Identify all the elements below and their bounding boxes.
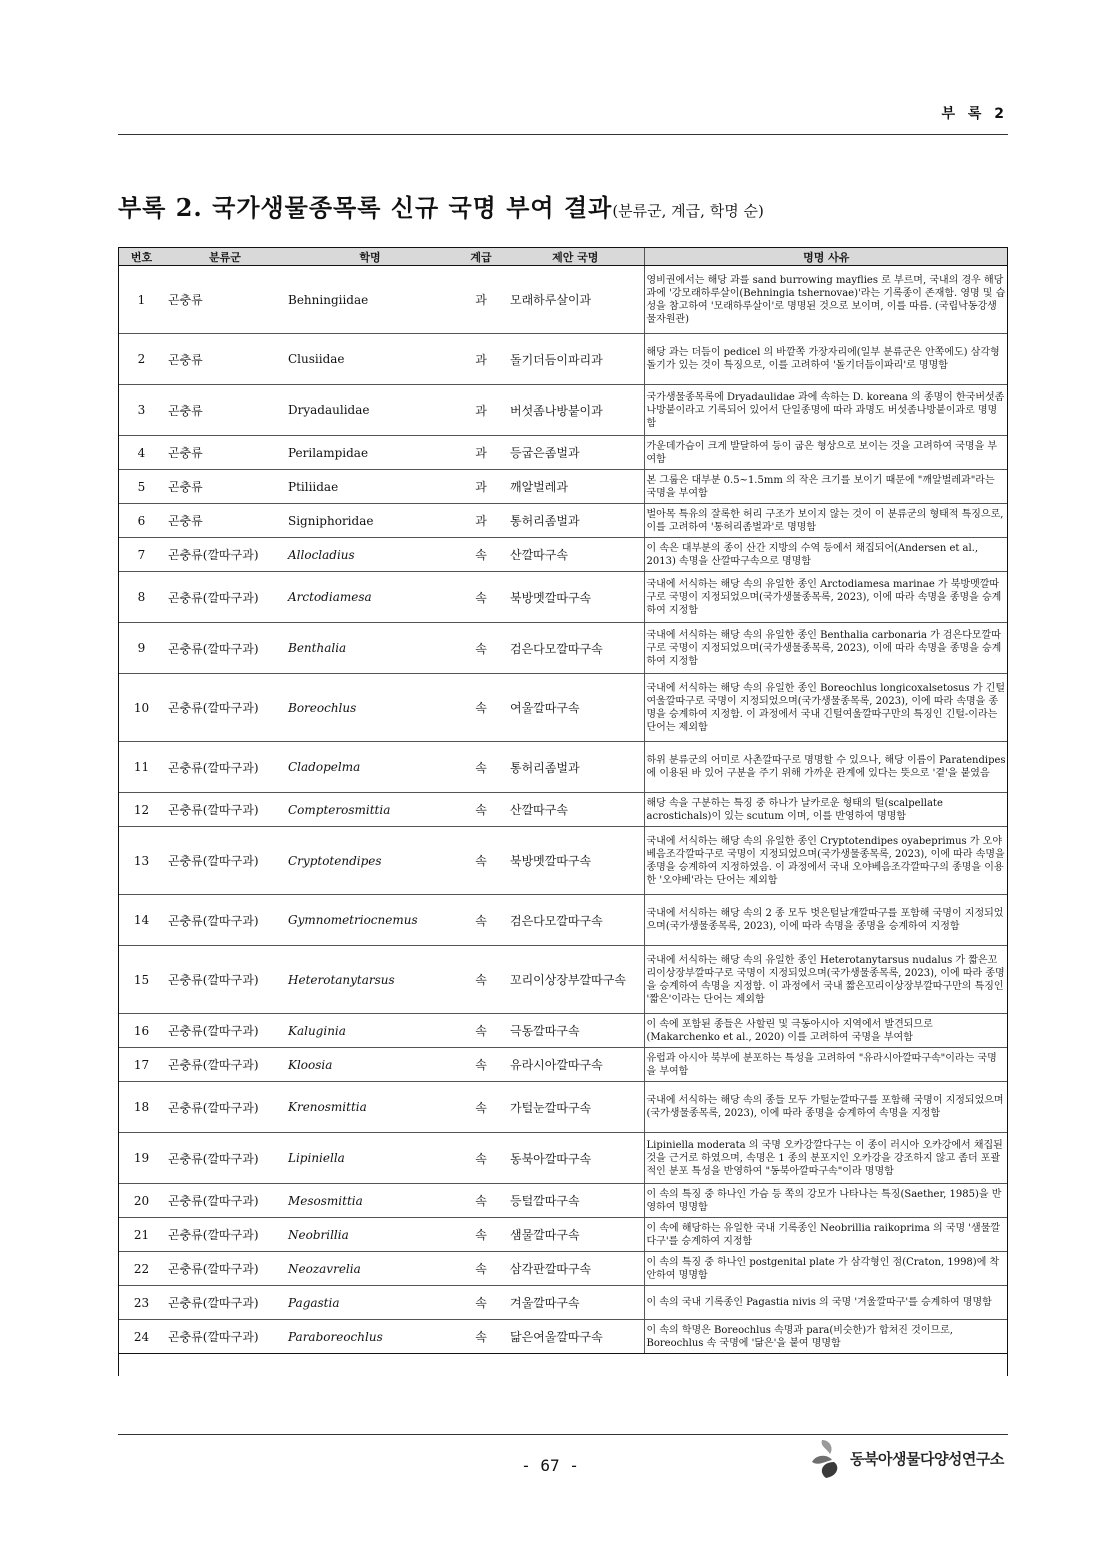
row-proposed-name: 산깔따구속 (507, 538, 644, 572)
row-reason: 해당 과는 더듬이 pedicel 의 바깥쪽 가장자리에(일부 분류군은 안쪽에도) 삼각형 돌기가 있는 것이 특징으로, 이를 고려하여 '돌기더듬이파리'로 명명함 (644, 334, 1008, 385)
header-taxon: 분류군 (165, 248, 285, 266)
table-right-border (1007, 247, 1008, 1376)
row-rank: 과 (455, 470, 507, 504)
table-row (118, 1218, 1008, 1252)
row-reason: 국내에 서식하는 해당 속의 유일한 종인 Cryptotendipes oyabeprimus 가 오야베음조각깔따구로 국명이 지정되었으며(국가생물종목록, 2023), 이에 따라 속명을 종명을 승계하여 지정하였음. 이 과정에서 국내 오야베음조각깔따구의 종명을 이용한 '오야베'라는 단어는 제외함 (644, 827, 1008, 895)
row-proposed-name: 삼각판깔따구속 (507, 1252, 644, 1286)
header-number: 번호 (118, 248, 165, 266)
leaf-logo-icon (808, 1436, 848, 1480)
row-taxon: 곤충류(깔따구과) (165, 1048, 285, 1082)
row-scientific-name: Heterotanytarsus (285, 946, 455, 1014)
row-taxon: 곤충류 (165, 436, 285, 470)
row-number: 6 (118, 504, 165, 538)
row-scientific-name: Arctodiamesa (285, 572, 455, 623)
row-taxon: 곤충류(깔따구과) (165, 1252, 285, 1286)
row-taxon: 곤충류(깔따구과) (165, 1218, 285, 1252)
appendix-label: 부 록 2 (941, 106, 1008, 122)
row-proposed-name: 닮은여울깔따구속 (507, 1320, 644, 1354)
table-row (118, 1286, 1008, 1320)
row-proposed-name: 겨울깔따구속 (507, 1286, 644, 1320)
row-number: 15 (118, 946, 165, 1014)
header-rank: 계급 (455, 248, 507, 266)
table-row (118, 470, 1008, 504)
row-reason: 이 속은 대부분의 종이 산간 지방의 수역 등에서 채집되어(Andersen et al., 2013) 속명을 산깔따구속으로 명명함 (644, 538, 1008, 572)
row-rank: 속 (455, 1014, 507, 1048)
row-proposed-name: 등굽은좀벌과 (507, 436, 644, 470)
row-taxon: 곤충류(깔따구과) (165, 742, 285, 793)
row-rank: 과 (455, 266, 507, 334)
row-number: 7 (118, 538, 165, 572)
row-reason: 국내에 서식하는 해당 속의 유일한 종인 Benthalia carbonaria 가 검은다모깔따구로 국명이 지정되었으며(국가생물종목록, 2023), 이에 따라 속명을 종명을 승계하여 지정함 (644, 623, 1008, 674)
table-row (118, 793, 1008, 827)
row-scientific-name: Neobrillia (285, 1218, 455, 1252)
document-title (118, 188, 764, 223)
row-reason: 가운데가슴이 크게 발달하여 등이 굽은 형상으로 보이는 것을 고려하여 국명을 부여함 (644, 436, 1008, 470)
row-rank: 속 (455, 572, 507, 623)
org-name: 동북아생물다양성연구소 (850, 1450, 1004, 1468)
row-proposed-name: 샘물깔따구속 (507, 1218, 644, 1252)
row-taxon: 곤충류(깔따구과) (165, 895, 285, 946)
table-row (118, 827, 1008, 895)
row-reason: Lipiniella moderata 의 국명 오카강깔다구는 이 종이 러시아 오카강에서 채집된 것을 근거로 하였으며, 속명은 1 종의 분포지인 오카강을 강조하지 않고 좀더 포괄적인 분포 특성을 반영하여 "동북아깔따구속"이라 명명함 (644, 1133, 1008, 1184)
top-divider (118, 134, 1008, 135)
row-scientific-name: Behningiidae (285, 266, 455, 334)
row-scientific-name: Kaluginia (285, 1014, 455, 1048)
row-proposed-name: 등털깔따구속 (507, 1184, 644, 1218)
row-proposed-name: 깨알벌레과 (507, 470, 644, 504)
row-scientific-name: Krenosmittia (285, 1082, 455, 1133)
row-reason: 국내에 서식하는 해당 속의 유일한 종인 Arctodiamesa marinae 가 북방멧깔따구로 국명이 지정되었으며(국가생물종목록, 2023), 이에 따라 속명을 종명을 승계하여 지정함 (644, 572, 1008, 623)
table-row (118, 334, 1008, 385)
new-names-table (118, 247, 1008, 1354)
row-rank: 속 (455, 1048, 507, 1082)
row-number: 17 (118, 1048, 165, 1082)
row-reason: 국가생물종목록에 Dryadaulidae 과에 속하는 D. koreana 의 종명이 한국버섯좀나방붙이라고 기록되어 있어서 단일종명에 따라 과명도 버섯좀나방붙이과로 명명함 (644, 385, 1008, 436)
row-rank: 속 (455, 674, 507, 742)
table-row (118, 1048, 1008, 1082)
table-row (118, 1082, 1008, 1133)
row-taxon: 곤충류(깔따구과) (165, 1082, 285, 1133)
row-scientific-name: Lipiniella (285, 1133, 455, 1184)
row-reason: 유럽과 아시아 북부에 분포하는 특성을 고려하여 "유라시아깔따구속"이라는 국명을 부여함 (644, 1048, 1008, 1082)
row-rank: 속 (455, 946, 507, 1014)
row-number: 24 (118, 1320, 165, 1354)
row-taxon: 곤충류(깔따구과) (165, 827, 285, 895)
row-rank: 속 (455, 1133, 507, 1184)
row-taxon: 곤충류(깔따구과) (165, 538, 285, 572)
row-number: 23 (118, 1286, 165, 1320)
row-scientific-name: Clusiidae (285, 334, 455, 385)
row-taxon: 곤충류(깔따구과) (165, 1133, 285, 1184)
row-rank: 속 (455, 1320, 507, 1354)
row-proposed-name: 북방멧깔따구속 (507, 572, 644, 623)
row-proposed-name: 산깔따구속 (507, 793, 644, 827)
row-reason: 이 속에 포함된 종들은 사할린 및 극동아시아 지역에서 발견되므로(Makarchenko et al., 2020) 이를 고려하여 국명을 부여함 (644, 1014, 1008, 1048)
row-scientific-name: Cladopelma (285, 742, 455, 793)
row-proposed-name: 모래하루살이과 (507, 266, 644, 334)
row-scientific-name: Benthalia (285, 623, 455, 674)
row-taxon: 곤충류(깔따구과) (165, 623, 285, 674)
row-taxon: 곤충류(깔따구과) (165, 1014, 285, 1048)
row-reason: 하위 분류군의 어미로 사촌깔따구로 명명할 수 있으나, 해당 이름이 Paratendipes 에 이용된 바 있어 구분을 주기 위해 가까운 관계에 있다는 뜻으로 '곁'을 붙였음 (644, 742, 1008, 793)
row-rank: 속 (455, 895, 507, 946)
row-number: 13 (118, 827, 165, 895)
row-proposed-name: 유라시아깔따구속 (507, 1048, 644, 1082)
row-rank: 과 (455, 385, 507, 436)
row-number: 4 (118, 436, 165, 470)
title-main: 부록 2. 국가생물종목록 신규 국명 부여 결과 (118, 193, 613, 222)
row-scientific-name: Dryadaulidae (285, 385, 455, 436)
row-taxon: 곤충류(깔따구과) (165, 1320, 285, 1354)
table-row (118, 946, 1008, 1014)
row-scientific-name: Allocladius (285, 538, 455, 572)
row-number: 20 (118, 1184, 165, 1218)
table-left-border (118, 247, 119, 1376)
row-number: 19 (118, 1133, 165, 1184)
row-reason: 이 속의 특징 중 하나인 postgenital plate 가 삼각형인 점(Craton, 1998)에 착안하여 명명함 (644, 1252, 1008, 1286)
row-taxon: 곤충류(깔따구과) (165, 1184, 285, 1218)
row-scientific-name: Neozavrelia (285, 1252, 455, 1286)
row-rank: 속 (455, 1184, 507, 1218)
row-taxon: 곤충류(깔따구과) (165, 674, 285, 742)
row-proposed-name: 통허리좀벌과 (507, 742, 644, 793)
row-proposed-name: 검은다모깔따구속 (507, 623, 644, 674)
row-rank: 속 (455, 1218, 507, 1252)
row-proposed-name: 극동깔따구속 (507, 1014, 644, 1048)
row-scientific-name: Pagastia (285, 1286, 455, 1320)
table-row (118, 895, 1008, 946)
row-scientific-name: Kloosia (285, 1048, 455, 1082)
header-proposed-name: 제안 국명 (507, 248, 644, 266)
table-row (118, 1014, 1008, 1048)
table-row (118, 436, 1008, 470)
row-taxon: 곤충류 (165, 334, 285, 385)
row-number: 18 (118, 1082, 165, 1133)
row-number: 1 (118, 266, 165, 334)
row-rank: 속 (455, 1082, 507, 1133)
table-row (118, 385, 1008, 436)
row-taxon: 곤충류 (165, 470, 285, 504)
row-proposed-name: 검은다모깔따구속 (507, 895, 644, 946)
row-number: 9 (118, 623, 165, 674)
row-scientific-name: Compterosmittia (285, 793, 455, 827)
row-reason: 국내에 서식하는 해당 속의 유일한 종인 Heterotanytarsus nudalus 가 짧은꼬리이상장부깔따구로 국명이 지정되었으며(국가생물종목록, 2023), 이에 따라 종명을 승계하여 속명을 지정함. 이 과정에서 국내 짧은꼬리이상장부깔따구만의 특징인 '짧은'이라는 단어는 제외함 (644, 946, 1008, 1014)
table-row (118, 538, 1008, 572)
header-reason: 명명 사유 (644, 248, 1008, 266)
row-rank: 과 (455, 436, 507, 470)
row-number: 11 (118, 742, 165, 793)
row-taxon: 곤충류 (165, 385, 285, 436)
row-reason: 국내에 서식하는 해당 속의 종들 모두 가털눈깔따구를 포함해 국명이 지정되었으며(국가생물종목록, 2023), 이에 따라 종명을 승계하여 속명을 지정함 (644, 1082, 1008, 1133)
row-proposed-name: 동북아깔따구속 (507, 1133, 644, 1184)
row-rank: 속 (455, 793, 507, 827)
row-reason: 벌아목 특유의 잘록한 허리 구조가 보이지 않는 것이 이 분류군의 형태적 특징으로, 이를 고려하여 '통허리좀벌과'로 명명함 (644, 504, 1008, 538)
row-proposed-name: 버섯좀나방붙이과 (507, 385, 644, 436)
row-taxon: 곤충류(깔따구과) (165, 572, 285, 623)
row-scientific-name: Signiphoridae (285, 504, 455, 538)
row-reason: 이 속에 해당하는 유일한 국내 기록종인 Neobrillia raikoprima 의 국명 '샘물깔다구'를 승계하여 지정함 (644, 1218, 1008, 1252)
row-scientific-name: Ptiliidae (285, 470, 455, 504)
page-number: - 67 - (521, 1456, 579, 1475)
title-sub: (분류군, 계급, 학명 순) (612, 202, 764, 220)
row-taxon: 곤충류(깔따구과) (165, 946, 285, 1014)
row-number: 10 (118, 674, 165, 742)
row-number: 8 (118, 572, 165, 623)
row-scientific-name: Cryptotendipes (285, 827, 455, 895)
row-scientific-name: Mesosmittia (285, 1184, 455, 1218)
row-reason: 이 속의 특징 중 하나인 가슴 등 쪽의 강모가 나타나는 특징(Saether, 1985)을 반영하여 명명함 (644, 1184, 1008, 1218)
row-scientific-name: Perilampidae (285, 436, 455, 470)
row-taxon: 곤충류(깔따구과) (165, 1286, 285, 1320)
table-row (118, 1133, 1008, 1184)
row-reason: 국내에 서식하는 해당 속의 2 종 모두 벗은털날개깔따구를 포함해 국명이 지정되었으며(국가생물종목록, 2023), 이에 따라 속명을 종명을 승계하여 지정함 (644, 895, 1008, 946)
row-taxon: 곤충류 (165, 504, 285, 538)
table-row (118, 1320, 1008, 1354)
row-rank: 속 (455, 827, 507, 895)
row-proposed-name: 북방멧깔따구속 (507, 827, 644, 895)
header-scientific-name: 학명 (285, 248, 455, 266)
row-taxon: 곤충류 (165, 266, 285, 334)
row-taxon: 곤충류(깔따구과) (165, 793, 285, 827)
row-rank: 과 (455, 504, 507, 538)
row-scientific-name: Paraboreochlus (285, 1320, 455, 1354)
org-logo (808, 1436, 1008, 1480)
row-rank: 속 (455, 538, 507, 572)
row-number: 5 (118, 470, 165, 504)
row-proposed-name: 꼬리이상장부깔따구속 (507, 946, 644, 1014)
row-scientific-name: Gymnometriocnemus (285, 895, 455, 946)
row-reason: 이 속의 국내 기록종인 Pagastia nivis 의 국명 '겨울깔따구'를 승계하여 명명함 (644, 1286, 1008, 1320)
row-proposed-name: 여울깔따구속 (507, 674, 644, 742)
row-reason: 영비권에서는 해당 과를 sand burrowing mayflies 로 부르며, 국내의 경우 해당 과에 '강모래하루살이(Behningia tshernovae)'라는 기록종이 존재함. 영명 및 습성을 참고하여 '모래하루살이'로 명명된 것으로 보이며, 이를 따름. (국립낙동강생물자원관) (644, 266, 1008, 334)
row-proposed-name: 가털눈깔따구속 (507, 1082, 644, 1133)
row-number: 14 (118, 895, 165, 946)
row-rank: 속 (455, 742, 507, 793)
table-row (118, 1184, 1008, 1218)
table-row (118, 266, 1008, 334)
row-number: 12 (118, 793, 165, 827)
row-reason: 국내에 서식하는 해당 속의 유일한 종인 Boreochlus longicoxalsetosus 가 긴털여울깔따구로 국명이 지정되었으며(국가생물종목록, 2023), 이에 따라 속명을 종명을 승계하여 지정함. 이 과정에서 국내 긴털여울깔따구만의 특징인 긴털-이라는 단어는 제외함 (644, 674, 1008, 742)
row-reason: 해당 속을 구분하는 특징 중 하나가 날카로운 형태의 털(scalpellate acrostichals)이 있는 scutum 이며, 이를 반영하여 명명함 (644, 793, 1008, 827)
table-row (118, 742, 1008, 793)
row-number: 21 (118, 1218, 165, 1252)
table-row (118, 504, 1008, 538)
row-number: 2 (118, 334, 165, 385)
row-proposed-name: 통허리좀벌과 (507, 504, 644, 538)
table-row (118, 1252, 1008, 1286)
table-header-row (118, 248, 1008, 266)
row-rank: 과 (455, 334, 507, 385)
row-rank: 속 (455, 623, 507, 674)
row-reason: 이 속의 학명은 Boreochlus 속명과 para(비슷한)가 합쳐진 것이므로, Boreochlus 속 국명에 '닮은'을 붙여 명명함 (644, 1320, 1008, 1354)
row-scientific-name: Boreochlus (285, 674, 455, 742)
row-rank: 속 (455, 1286, 507, 1320)
row-rank: 속 (455, 1252, 507, 1286)
row-proposed-name: 돌기더듬이파리과 (507, 334, 644, 385)
row-reason: 본 그룹은 대부분 0.5~1.5mm 의 작은 크기를 보이기 때문에 "깨알벌레과"라는 국명을 부여함 (644, 470, 1008, 504)
table-row (118, 572, 1008, 623)
bottom-divider (118, 1434, 1008, 1435)
row-number: 3 (118, 385, 165, 436)
table-row (118, 623, 1008, 674)
row-number: 22 (118, 1252, 165, 1286)
row-number: 16 (118, 1014, 165, 1048)
table-row (118, 674, 1008, 742)
